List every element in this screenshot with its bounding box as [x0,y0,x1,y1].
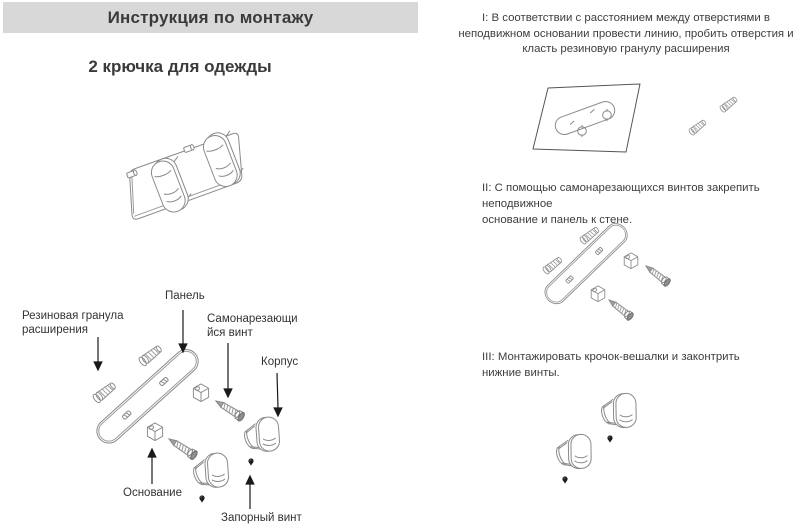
page-title: Инструкция по монтажу [107,7,314,27]
product-subtitle: 2 крючка для одежды [88,57,272,76]
panel-drawing [541,219,632,308]
part-label-base: Основание [123,487,182,499]
part-label-granule: Резиновая гранула расширения [22,310,124,336]
part-label-screw: Самонарезающи йся винт [207,313,298,339]
step-3-figure [538,388,668,498]
assembled-hooks-figure [113,126,263,231]
part-label-panel: Панель [165,290,205,302]
base-drawing [193,384,208,402]
step-2-text: II: С помощью самонарезающихся винтов закрепить неподвижное основание и панель к стене. [482,182,760,226]
anchor-drawing [92,381,117,404]
step-2-figure [530,216,690,331]
part-label-lock-screw: Запорный винт [221,512,302,524]
base-drawing [147,423,162,441]
panel-outline-drawing [553,99,617,137]
step-1-figure [522,78,762,168]
screw-drawing [166,435,198,460]
drill-hole-drawing [578,109,612,137]
anchor-drawing [719,96,738,113]
title-band [3,2,418,33]
exploded-parts [92,344,288,503]
part-label-body: Корпус [261,356,299,368]
wall-drawing [533,84,640,152]
anchor-drawing [542,256,563,275]
screw-drawing [643,263,671,288]
step-1-text: I: В соответствии с расстоянием между отверстиями в неподвижном основании провести линию, пробить отверстия и класть резиновую гранулу расширения [458,12,794,55]
screw-drawing [213,397,245,422]
hook-body-drawing [240,411,288,459]
anchor-drawing [138,344,163,367]
step-3-text: III: Монтажировать крочок-вешалки и законтрить нижние винты. [482,351,740,379]
base-drawing [591,286,605,302]
lock-screw-drawing [199,495,204,502]
screw-drawing [606,297,634,322]
anchor-drawing [688,119,707,136]
lock-screw-drawing [562,476,567,483]
hook-body-drawing [553,429,600,476]
lock-screw-drawing [248,458,253,465]
base-drawing [624,253,638,269]
lock-screw-drawing [607,435,612,442]
hook-body-drawing [598,388,645,435]
